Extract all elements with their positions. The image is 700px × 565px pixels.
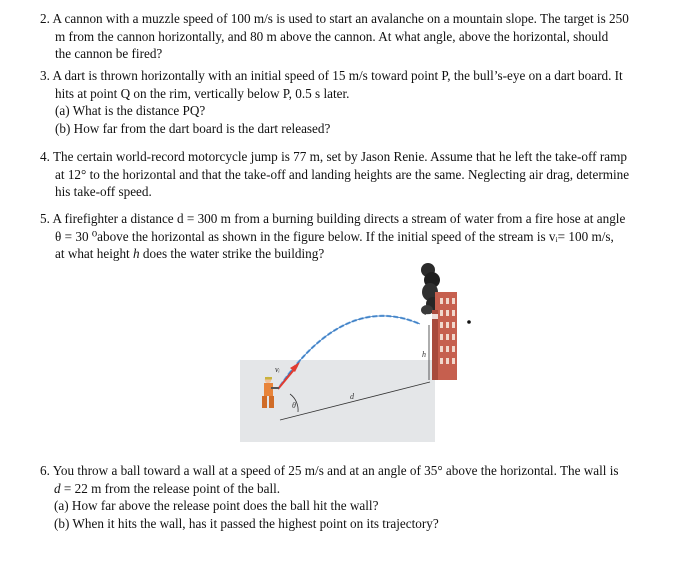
problem-4-line-2: at 12° to the horizontal and that the take-off and landing heights are the same. Neglecting air drag, determine (55, 166, 630, 182)
problem-4 (40, 148, 660, 201)
problem-5-line-3 (40, 245, 660, 263)
problem-3-line-2: hits at point Q on the rim, vertically below P, 0.5 s later. (55, 85, 350, 101)
dot-marker (467, 320, 471, 324)
problem-6-line-2 (40, 480, 660, 498)
problem-5-line-1: 5. A firefighter a distance d = 300 m from a burning building directs a stream of water from a fire hose at angle (40, 211, 626, 226)
problem-3 (40, 67, 660, 137)
problem-3-line-1: 3. A dart is thrown horizontally with an initial speed of 15 m/s toward point P, the bull’s-eye on a dart board. It (40, 68, 623, 83)
problem-3-part-a: (a) What is the distance PQ? (55, 103, 206, 118)
problem-5 (40, 210, 660, 263)
problem-6-line-1: 6. You throw a ball toward a wall at a speed of 25 m/s and at an angle of 35° above the horizontal. The wall is (40, 463, 619, 478)
problem-5-line-3-end: does the water strike the building? (142, 246, 325, 261)
problem-6 (40, 462, 660, 532)
problem-6-part-a: (a) How far above the release point does the ball hit the wall? (54, 498, 379, 513)
problem-5-h-variable: h (133, 246, 140, 261)
problem-6-line-2-text: = 22 m from the release point of the ball. (63, 480, 281, 496)
problem-2 (40, 10, 660, 63)
problem-5-line-2: θ = 30 ⁰above the horizontal as shown in the figure below. If the initial speed of the stream is vᵢ= 100 m/s, (55, 228, 614, 244)
problem-2-line-2: m from the cannon horizontally, and 80 m above the cannon. At what angle, above the horizontal, should (55, 28, 609, 44)
firefighter-figure (240, 262, 480, 442)
problem-3-part-b: (b) How far from the dart board is the dart released? (55, 120, 331, 136)
problem-6-d-variable: d (54, 480, 61, 496)
problem-4-line-3: his take-off speed. (55, 184, 152, 199)
problem-2-line-1: 2. A cannon with a muzzle speed of 100 m/s is used to start an avalanche on a mountain slope. The target is 250 (40, 11, 629, 26)
problem-2-line-3: the cannon be fired? (55, 46, 163, 61)
problem-5-line-3-text: at what height (55, 246, 130, 261)
angle-theta-label: θ (292, 401, 296, 410)
problem-6-part-b: (b) When it hits the wall, has it passed the highest point on its trajectory? (54, 515, 439, 531)
height-h-label: h (422, 350, 426, 359)
velocity-label: vᵢ (275, 365, 280, 374)
distance-d-label: d (350, 392, 354, 401)
problem-4-line-1: 4. The certain world-record motorcycle jump is 77 m, set by Jason Renie. Assume that he left the take-off ramp (40, 149, 627, 164)
